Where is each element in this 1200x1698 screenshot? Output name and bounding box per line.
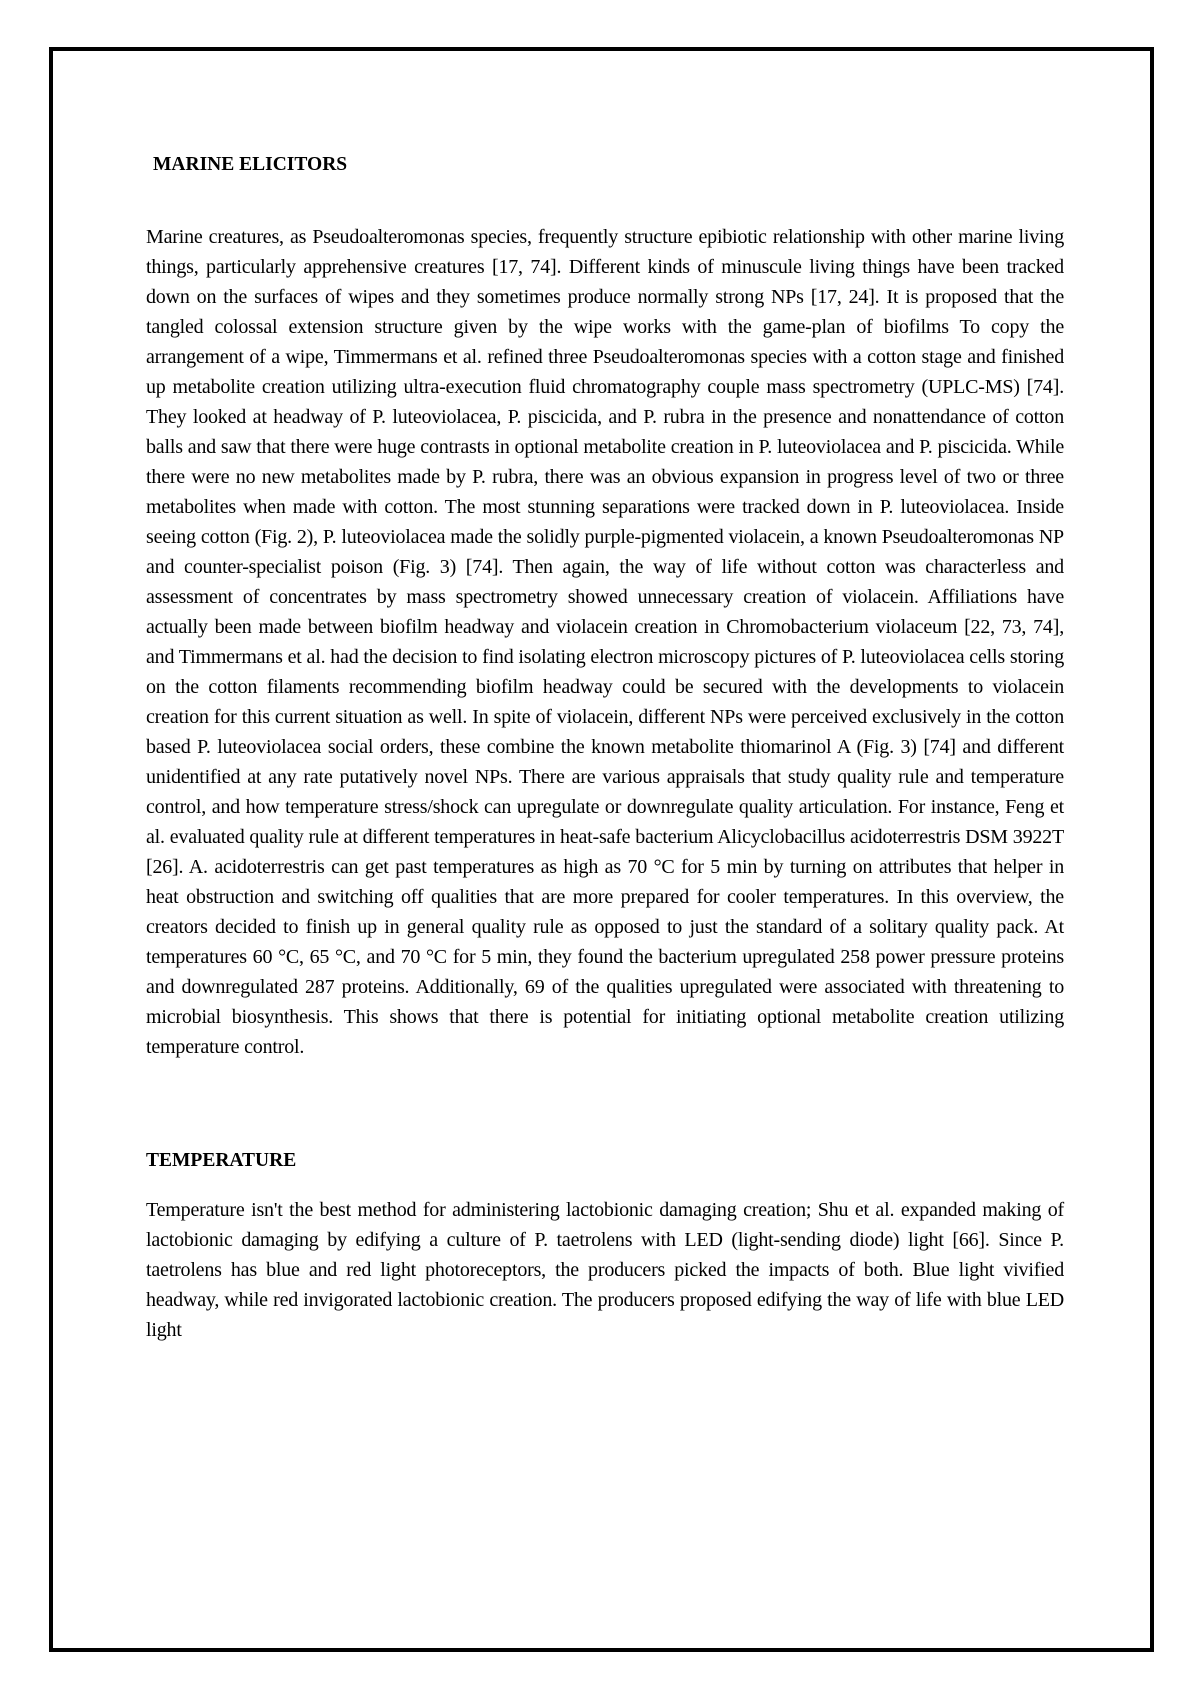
section-heading-temperature: TEMPERATURE xyxy=(146,1150,297,1171)
document-body xyxy=(146,150,1064,1345)
section-heading-marine-elicitors: MARINE ELICITORS xyxy=(153,154,348,175)
section-paragraph-marine-elicitors: Marine creatures, as Pseudoalteromonas species, frequently structure epibiotic relationship with other marine living things, particularly apprehensive creatures [17, 74]. Different kinds of minuscule living things have been tracked down on the surfaces of wipes and they sometimes produce normally strong NPs [17, 24]. It is proposed that the tangled colossal extension structure given by the wipe works with the game-plan of biofilms To copy the arrangement of a wipe, Timmermans et al. refined three Pseudoalteromonas species with a cotton stage and finished up metabolite creation utilizing ultra-execution fluid chromatography couple mass spectrometry (UPLC-MS) [74]. They looked at headway of P. luteoviolacea, P. piscicida, and P. rubra in the presence and nonattendance of cotton balls and saw that there were huge contrasts in optional metabolite creation in P. luteoviolacea and P. piscicida. While there were no new metabolites made by P. rubra, there was an obvious expansion in progress level of two or three metabolites when made with cotton. The most stunning separations were tracked down in P. luteoviolacea. Inside seeing cotton (Fig. 2), P. luteoviolacea made the solidly purple-pigmented violacein, a known Pseudoalteromonas NP and counter-specialist poison (Fig. 3) [74]. Then again, the way of life without cotton was characterless and assessment of concentrates by mass spectrometry showed unnecessary creation of violacein. Affiliations have actually been made between biofilm headway and violacein creation in Chromobacterium violaceum [22, 73, 74], and Timmermans et al. had the decision to find isolating electron microscopy pictures of P. luteoviolacea cells storing on the cotton filaments recommending biofilm headway could be secured with the developments to violacein creation for this current situation as well. In spite of violacein, different NPs were perceived exclusively in the cotton based P. luteoviolacea social orders, these combine the known metabolite thiomarinol A (Fig. 3) [74] and different unidentified at any rate putatively novel NPs. There are various appraisals that study quality rule and temperature control, and how temperature stress/shock can upregulate or downregulate quality articulation. For instance, Feng et al. evaluated quality rule at different temperatures in heat-safe bacterium Alicyclobacillus acidoterrestris DSM 3922T [26]. A. acidoterrestris can get past temperatures as high as 70 °C for 5 min by turning on attributes that helper in heat obstruction and switching off qualities that are more prepared for cooler temperatures. In this overview, the creators decided to finish up in general quality rule as opposed to just the standard of a solitary quality pack. At temperatures 60 °C, 65 °C, and 70 °C for 5 min, they found the bacterium upregulated 258 power pressure proteins and downregulated 287 proteins. Additionally, 69 of the qualities upregulated were associated with threatening to microbial biosynthesis. This shows that there is potential for initiating optional metabolite creation utilizing temperature control. xyxy=(146,226,1064,1058)
section-paragraph-temperature: Temperature isn't the best method for administering lactobionic damaging creation; Shu et al. expanded making of lactobionic damaging by edifying a culture of P. taetrolens with LED (light-sending diode) light [66]. Since P. taetrolens has blue and red light photoreceptors, the producers picked the impacts of both. Blue light vivified headway, while red invigorated lactobionic creation. The producers proposed edifying the way of life with blue LED light xyxy=(146,1199,1064,1341)
